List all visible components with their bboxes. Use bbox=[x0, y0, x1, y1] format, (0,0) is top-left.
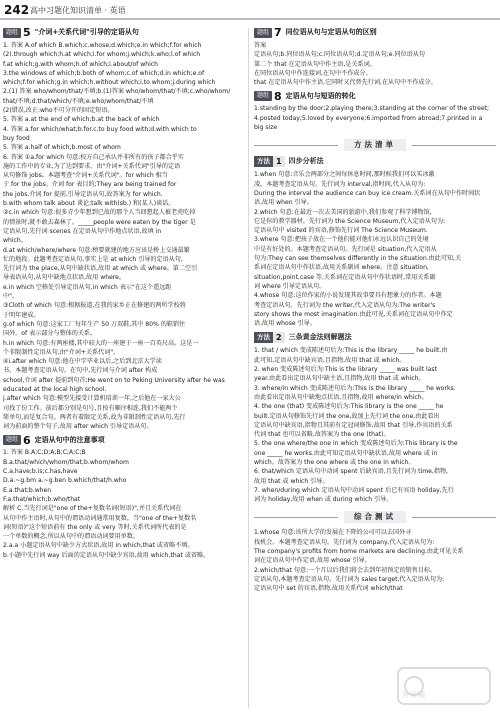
book-title: 高中习题化知识清单 · 英语 bbox=[30, 6, 126, 15]
q6-answers bbox=[3, 448, 243, 560]
watermark-logo bbox=[394, 664, 494, 708]
answer-line: 定语从句中 set 的宾语,指物,故用关系代词 which/that bbox=[254, 585, 403, 593]
answer-line: built.定语从句修饰先行词 the one,故加上先行词 the one,由此看出 bbox=[254, 412, 440, 420]
answer-line: 2.which/that 句意:一个月以后我们将会去到年初预定的销售目标。 bbox=[254, 566, 437, 574]
answer-line: 司找了份工作。前后都分别是句号,且按有顺序相连,我们不能两个 bbox=[3, 404, 178, 412]
answer-line: E.a.that;b.when bbox=[3, 486, 52, 494]
q8-answers bbox=[254, 104, 496, 132]
answer-line: buy food bbox=[3, 134, 30, 142]
method-list-title: 方法清单 bbox=[344, 139, 406, 151]
answer-line: 于明年建成。 bbox=[3, 311, 40, 319]
answer-line: During the interval the audience can buy ice cream.关系词在从句中作时间状 bbox=[254, 189, 481, 197]
answer-line: the jobs.介词 for 提前,引导定语从句,故答案为 for which. bbox=[3, 190, 163, 198]
m2-heading bbox=[254, 332, 496, 343]
answer-line: 语,故用 whose 引导。 bbox=[254, 320, 316, 328]
method-list-banner bbox=[254, 139, 496, 151]
answer-line: 于 for the jobs。介词 for 表目的;They are being trained for bbox=[3, 181, 177, 189]
answer-line: 从句中作主语时,从句中的谓语动词通常用复数。当"one of the+复数名 bbox=[3, 514, 197, 522]
q8-number: 8 bbox=[274, 89, 282, 103]
answer-line: 6. that/which 定语从句中动词 spent 后缺宾语,且先行词为 time,指物, bbox=[254, 468, 448, 476]
answer-line: that/不填;d.that/which/不填;e.who/whom/that/不填 bbox=[3, 97, 154, 105]
answer-line: 定语从句中缺宾语,指物且其前有定冠词修饰,故用 that 引导,作宾语的关系 bbox=[254, 421, 453, 429]
q6-title: 定语从句中的注意事项 bbox=[34, 435, 105, 444]
answer-line: h.in which 句意:有两座楼,其中较大的一座建于一座一百英尺高。这是一 bbox=[3, 339, 199, 347]
answer-line: 词在定语从句中作定语,故用 whose 引导。 bbox=[254, 557, 371, 565]
answer-line: d.at which/where/where 句意:榜要就建的地方应该是桥上交通最繁 bbox=[3, 246, 190, 254]
answer-line: that 在定语从句中作主语,它同时又代替先行词,在从句中不作成分。 bbox=[254, 79, 437, 87]
m2-tag: 方法 bbox=[254, 332, 273, 343]
answer-line: 个非限制性定语从句,由"介词+关系代词"。 bbox=[3, 348, 120, 356]
answer-line: 4. 答案 a.for which/what;b.for.c.to buy food with;d.with which to bbox=[3, 125, 197, 133]
answer-line: b.小题中先行词 way 后面的定语从句中缺少宾语,故用 which,that 或省略。 bbox=[3, 551, 210, 559]
answer-line: ④i.after which 句意:他在中学毕业以后,之后到北京大学读 bbox=[3, 358, 162, 366]
q5-answers bbox=[3, 41, 243, 431]
answer-line: 书。本题考查定语从句。在句中,先行词与介词 after 构成 bbox=[3, 367, 158, 375]
answer-line: 词为前面的整个句子,故用 after which 引导定语从句。 bbox=[3, 423, 153, 431]
left-column bbox=[3, 27, 243, 560]
q6-number: 6 bbox=[23, 433, 31, 447]
answer-line: 简单句,而是复合句。两者有着限定关系,故为非限制性定语从句,先行 bbox=[3, 413, 186, 421]
answer-line: which。 bbox=[3, 237, 27, 245]
answer-line: B.a.that/which/whom/that;b.whom/whom bbox=[3, 458, 129, 466]
answer-line: 5. 答案 a.at the end of which;b.at the back of which bbox=[3, 116, 160, 124]
m1-title: 四步分析法 bbox=[288, 157, 324, 166]
answer-line: 找机会。本题考查定语从句。先行词为 company,代入定语从句为: bbox=[254, 538, 435, 546]
answer-line: 1. that / which 变成陈述句后为:This is the library _____ he built.由 bbox=[254, 347, 448, 355]
answer-line: 5. the one where/the one in which 变成陈述句后为:This library is the bbox=[254, 440, 458, 448]
column-divider bbox=[248, 28, 249, 708]
answer-line: 3.where 句意:把孩子放在一个他们能对他们永远认识自己的处境 bbox=[254, 236, 429, 244]
q6-heading bbox=[3, 435, 243, 445]
answer-line: 忙的地段。此题考查定语从句,事实上是 at which 引导的定语从句, bbox=[3, 255, 183, 263]
m1-answers bbox=[254, 170, 496, 328]
answer-line: 系词在定语从句中作状语,故用关系副词 where。注意 situation, bbox=[254, 264, 429, 272]
answer-line: 1.when 句意:音乐会两部分之间每休息时间,那时候我们可以买冰激 bbox=[254, 171, 435, 179]
answer-line: 中是有好处的。本题考查定语从句。先行词是 situation,代入定语从 bbox=[254, 245, 437, 253]
answer-line: (2).through which;h.at which;i.for whom;j.which;k.who;l.of which bbox=[3, 51, 201, 59]
m2-answers bbox=[254, 346, 496, 504]
answer-line: 3. where/in which 变成陈述句后为:This is the library _____ he works. bbox=[254, 384, 456, 392]
page-number: 242 bbox=[4, 3, 30, 17]
page-header bbox=[0, 0, 500, 20]
answer-line: 词 where 引导定语从句。 bbox=[254, 282, 326, 290]
answer-line: 4. the one (that) 变成陈述句后为:This library is the one _____ he bbox=[254, 403, 444, 411]
answer-line: 导表语从句,从句中缺地点状语,故用 where。 bbox=[3, 274, 126, 282]
answer-line: 7. when/during which 定语从句中动词 spent 后已有宾语 holiday,先行 bbox=[254, 486, 454, 494]
answer-line: C.a.have;b.is;c.has,have bbox=[3, 468, 78, 476]
answer-line: 定语从句中 visited 的宾语,修饰先行词 The Science Museum. bbox=[254, 227, 428, 235]
answer-line: 国外。of 表示部分与整体的关系。 bbox=[3, 330, 97, 338]
answer-line: 答案 bbox=[254, 42, 267, 49]
q7-title: 同位语从句与定语从句的区别 bbox=[285, 28, 377, 37]
test-banner bbox=[254, 511, 496, 523]
q5-tag: 题组 bbox=[3, 28, 21, 38]
answer-line: 解析 C.当先行词是"one of the+复数名词(短语)",并且关系代词在 bbox=[3, 505, 182, 513]
answer-line: 1. 答案 A.of which B.which;c.whose;d.which;e.in which;f.for which bbox=[3, 42, 202, 49]
answer-line: situation,point,case 等,关系词在定语从句中作状语时,常用关系副 bbox=[254, 273, 436, 281]
answer-line: story shows the most imagination.由此可见,关系词在定语从句中作定 bbox=[254, 310, 453, 318]
answer-line: F.a.that/which;b.who/that bbox=[3, 495, 81, 503]
answer-line: 定语从句;b.同位语从句;c.同位语从句;d.定语从句;e.同位语从句 bbox=[254, 51, 425, 59]
answer-line: 它是你的教学器材。先行词为 the Science Museum,代入定语从句为: bbox=[254, 217, 446, 225]
q8-heading bbox=[254, 91, 496, 101]
answer-line: 考查定语从句。先行词为 the writer,代入定语从句为:The writer's bbox=[254, 301, 436, 309]
answer-line: which;f.for which;g.in which;h.without which;i.to whom;j.during which bbox=[3, 79, 216, 87]
m2-title: 三条黄金法则解题法 bbox=[288, 333, 352, 342]
answer-line: ②c.in which 句意:很多青少年想到已故的那个人当回想起人被老虎吃掉 bbox=[3, 209, 196, 217]
answer-line: 从句修饰 jobs。本题考查"介词+关系代词"。for which 相当 bbox=[3, 172, 168, 180]
answer-line: b.with whom talk about 谈论;talk with(sb.) 和(某人)谈话。 bbox=[3, 200, 175, 208]
q5-title: "介词+关系代词"引导的定语从句 bbox=[34, 28, 139, 37]
answer-line: f.at which;g.with whom;h.of which;i.about/of which bbox=[3, 60, 158, 68]
answer-line: 1.standing by the door;2.playing there;3.standing at the corner of the street; bbox=[254, 105, 490, 113]
q7-tag: 题组 bbox=[254, 28, 272, 38]
test-answers bbox=[254, 528, 496, 593]
answer-line: j.after which 句意:模型先接受计算机培训一年,之后他在一家大公 bbox=[3, 395, 181, 403]
answer-line: 3.the windows of which;b.both of whom;c.of which;d.in which;e.of bbox=[3, 69, 205, 77]
answer-line: 4.posted today;5.loved by everyone;6.imported from abroad;7.printed in a bbox=[254, 114, 483, 122]
answer-line: 2.a.a 小题定语从句中缺少方式状语,故用 in which,that 或省略不填。 bbox=[3, 542, 194, 550]
answer-line: 中"。 bbox=[3, 293, 18, 301]
answer-line: 凌。本题考查定语从句。先行词为 interval,指时间,代入从句为: bbox=[254, 180, 426, 188]
answer-line: 故用 that 或 which 引导。 bbox=[254, 477, 329, 485]
answer-line: 此可知,定语从句中缺宾语,且指物,故用 that 或 which。 bbox=[254, 356, 406, 364]
answer-line: 句为:They can see themselves differently in the situation.由此可知,关 bbox=[254, 255, 462, 263]
answer-line: 5. 答案 a.half of which;b.most of whom bbox=[3, 144, 121, 152]
test-title: 综合测试 bbox=[344, 511, 406, 523]
answer-line: 2.which 句意:在最近一次去美国的旅游中,我们参观了科学博物馆, bbox=[254, 208, 432, 216]
answer-line: 2. when 变成陈述句后为:This is the library _____ was built last bbox=[254, 366, 437, 374]
q8-title: 定语从句与短语的转化 bbox=[285, 91, 356, 100]
answer-line: 第二个 that 在定语从句中作主语,是关系词。 bbox=[254, 60, 376, 68]
answer-line: 6. 答案 ①a.for which 句意:校方自己承认并非所有的孩子都合乎实 bbox=[3, 153, 184, 161]
answer-line: 施的工作中的专业,为了达到要求。由"介词+关系代词"引导的定语 bbox=[3, 162, 181, 170]
m2-number: 2 bbox=[273, 332, 285, 343]
answer-line: 2.(1) 答案 who/whom/that/不填;b.(1)答案 who/whom/that/不填;c.who/whom/ bbox=[3, 88, 231, 96]
q8-tag: 题组 bbox=[254, 91, 272, 101]
watermark-text: 答案圈 bbox=[402, 691, 426, 699]
m1-tag: 方法 bbox=[254, 156, 273, 167]
answer-line: 代词 that 也可以省略,故答案为 the one (that)。 bbox=[254, 431, 390, 439]
answer-line: The company's profits from home markets are declining.由此可见关系 bbox=[254, 548, 464, 556]
answer-line: ③Cloth of which 句意:根据报道,在我的家乡正在修建的两所学校将 bbox=[3, 302, 186, 310]
m1-number: 1 bbox=[273, 156, 285, 167]
q5-heading bbox=[3, 28, 243, 38]
answer-line: year.由此看出定语从句中缺主语,且指物,故用 that 或 which。 bbox=[254, 375, 425, 383]
answer-line: 定语从句,先行词 scenes 在定语从句中作地点状语,故填 in bbox=[3, 227, 162, 235]
answer-line: one _____ he works.由此可知定语从句中缺状语,故用 where 或 in bbox=[254, 449, 438, 457]
answer-line: g.of which 句意:这家工厂每年生产 50 万双鞋,其中 80% 的鞋销往 bbox=[3, 320, 186, 328]
answer-line: which。故答案为 the one where 或 the one in which。 bbox=[254, 458, 415, 466]
q6-tag: 题组 bbox=[3, 435, 21, 445]
answer-line: school,介词 after 提前到句首;He went on to Peking University after he was bbox=[3, 376, 225, 384]
answer-line: 由此看出定语从句中缺地点状语,且指物,故用 where/in which。 bbox=[254, 393, 428, 401]
q7-number: 7 bbox=[274, 26, 282, 40]
answer-line: 在同位语从句中作连接词,在句中不作成分。 bbox=[254, 69, 372, 77]
answer-line: educated at the local high school. bbox=[3, 385, 107, 393]
answer-line: 的情景时,就不敢去森林了。_____people were eaten by the tiger 是 bbox=[3, 218, 196, 226]
q5-number: 5 bbox=[23, 26, 31, 40]
answer-line: 一个单数的概念,所以从句中的谓语动词要用单数。 bbox=[3, 533, 139, 541]
m1-heading bbox=[254, 156, 496, 167]
answer-line: e.in which 空格处引导定语从句,in which 表示"在这个遥远距 bbox=[3, 283, 172, 291]
q7-heading bbox=[254, 28, 496, 38]
answer-line: 4.whose 句意:这位作家的小说发现其故事要具有想象力的作者。本题 bbox=[254, 292, 442, 300]
answer-line: 语,故用 when 引导。 bbox=[254, 199, 313, 207]
q7-answers bbox=[254, 41, 496, 87]
answer-line: 词(短语)"这个短语前有 the only 或 very 等时,关系代词所代表的是 bbox=[3, 523, 187, 531]
right-column bbox=[254, 27, 496, 594]
answer-line: 定语从句,本题考查定语从句。先行词为 sales target,代入定语从句为: bbox=[254, 575, 445, 583]
answer-line: D.a.~g.bm a.~g.ben b.which/that/h.who bbox=[3, 477, 127, 485]
answer-line: (2)错误,改正:who不可分开的固定短语。 bbox=[3, 107, 114, 115]
answer-line: 先行词为 the place,从句中缺状语,故用 at which 或 where。第二空引 bbox=[3, 265, 198, 273]
answer-line: 1. 答案 B.A;C;D;A;B;C;A;C;B bbox=[3, 449, 86, 457]
answer-line: 1.whose 句意:该所大学的发展在下降的公司可以去国外寻 bbox=[254, 529, 412, 537]
answer-line: 词为 holiday,故用 when 或 during which 引导。 bbox=[254, 496, 393, 504]
answer-line: big size bbox=[254, 124, 278, 132]
